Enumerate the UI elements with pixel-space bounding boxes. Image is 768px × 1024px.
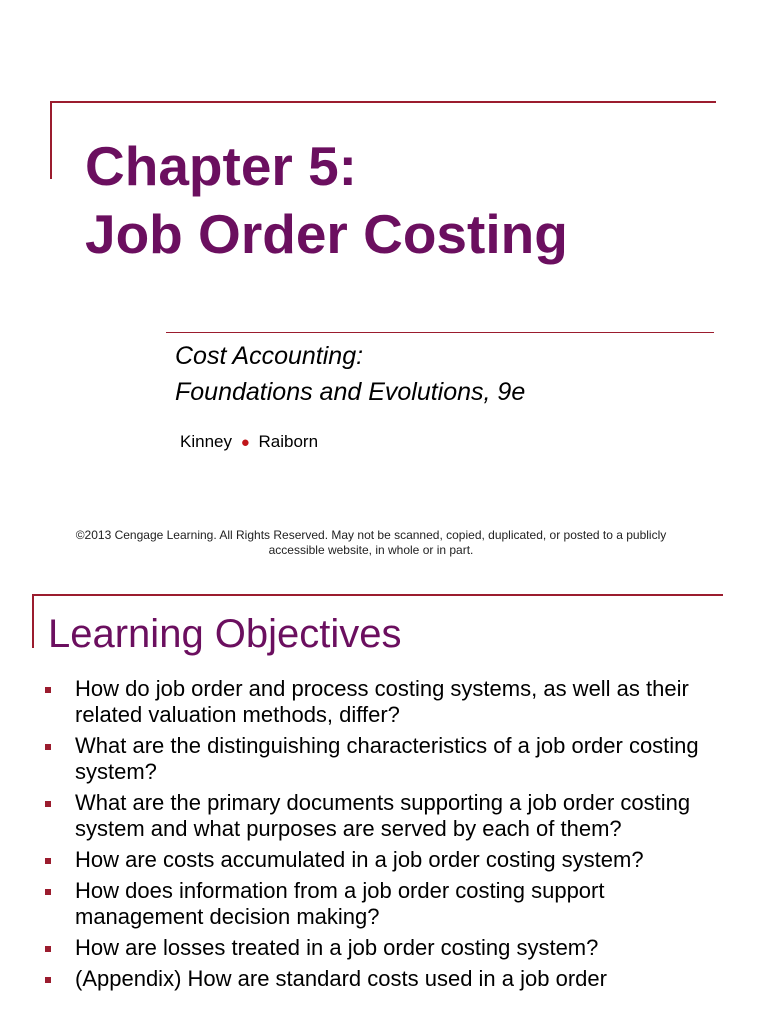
objectives-top-rule [32, 594, 723, 596]
subtitle-rule [166, 332, 714, 333]
title-top-rule [50, 101, 716, 103]
author-kinney: Kinney [180, 432, 232, 451]
objective-item [43, 790, 733, 842]
bullet-square-icon [45, 801, 51, 807]
book-title-line1: Cost Accounting: [175, 342, 364, 370]
objective-text: How are costs accumulated in a job order costing system? [75, 847, 644, 872]
objective-text: How does information from a job order costing support management decision making? [75, 878, 605, 929]
book-title-line2: Foundations and Evolutions, 9e [175, 378, 526, 406]
authors [180, 432, 318, 452]
objective-text: How do job order and process costing systems, as well as their related valuation methods, differ? [75, 676, 689, 727]
author-separator-dot: ● [240, 434, 250, 451]
objective-item [43, 847, 733, 873]
chapter-title-line2: Job Order Costing [85, 203, 568, 265]
copyright-notice [40, 528, 702, 558]
objective-text: How are losses treated in a job order costing system? [75, 935, 599, 960]
title-left-rule [50, 101, 52, 179]
learning-objectives-title: Learning Objectives [48, 612, 402, 656]
objective-item [43, 676, 733, 728]
copyright-line1: ©2013 Cengage Learning. All Rights Reserved. May not be scanned, copied, duplicated, or posted to a publicly [75, 528, 667, 542]
objective-item [43, 733, 733, 785]
bullet-square-icon [45, 858, 51, 864]
objective-text: What are the primary documents supporting a job order costing system and what purposes are served by each of them? [75, 790, 691, 841]
chapter-title [85, 132, 568, 268]
objective-text: What are the distinguishing characteristics of a job order costing system? [75, 733, 699, 784]
objective-text: (Appendix) How are standard costs used in a job order [75, 966, 607, 991]
bullet-square-icon [45, 687, 51, 693]
author-raiborn: Raiborn [258, 432, 319, 451]
chapter-title-line1: Chapter 5: [85, 135, 357, 197]
bullet-square-icon [45, 977, 51, 983]
bullet-square-icon [45, 946, 51, 952]
bullet-square-icon [45, 744, 51, 750]
book-title [175, 338, 525, 410]
objectives-list [43, 676, 733, 997]
objectives-left-rule [32, 594, 34, 648]
copyright-line2: accessible website, in whole or in part. [268, 543, 474, 557]
objective-item [43, 966, 733, 992]
objective-item [43, 935, 733, 961]
bullet-square-icon [45, 889, 51, 895]
objective-item [43, 878, 733, 930]
